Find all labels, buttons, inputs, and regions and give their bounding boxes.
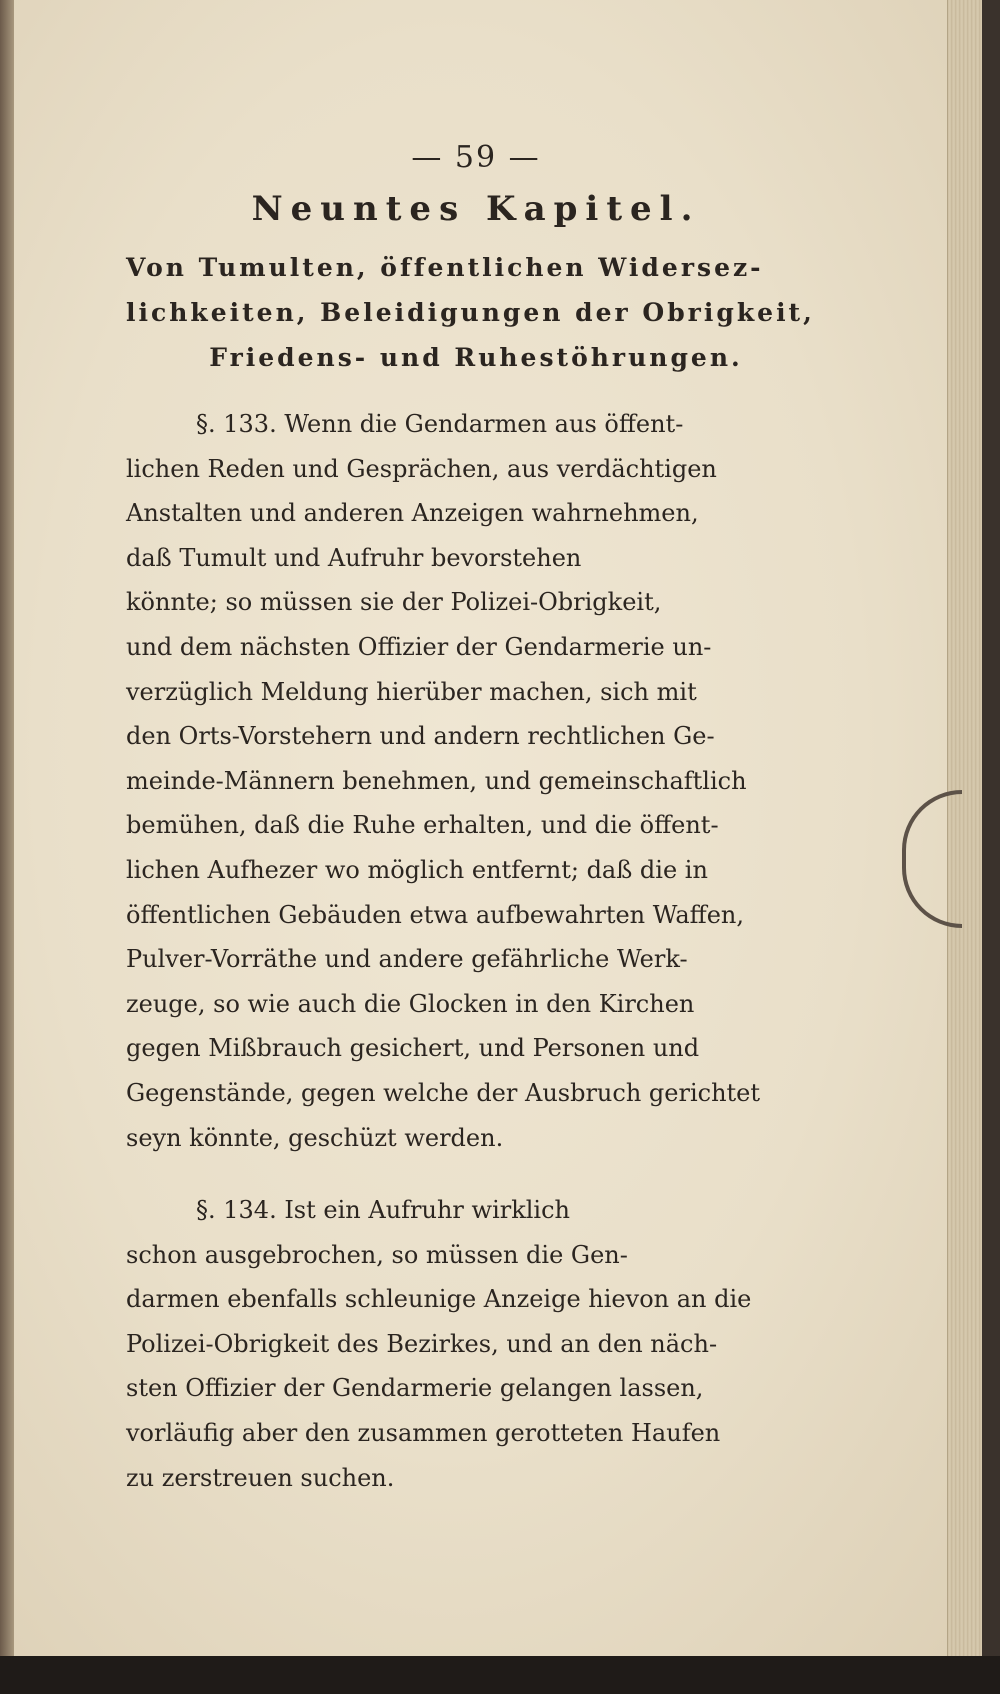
text-line: schon ausgebrochen, so müssen die Gen- <box>126 1240 628 1269</box>
text-line: zu zerstreuen suchen. <box>126 1463 395 1492</box>
text-line: sten Offizier der Gendarmerie gelangen lassen, <box>126 1374 704 1403</box>
text-line: Polizei-Obrigkeit des Bezirkes, und an den näch- <box>126 1329 718 1358</box>
text-line: daß Tumult und Aufruhr bevorstehen <box>126 543 582 572</box>
text-line: zeuge, so wie auch die Glocken in den Kirchen <box>126 989 695 1018</box>
text-line: den Orts-Vorstehern und andern rechtlichen Ge- <box>126 722 715 751</box>
paragraph-133 <box>126 402 826 1160</box>
text-line: lichen Aufhezer wo möglich entfernt; daß die in <box>126 855 708 884</box>
text-line: §. 133. Wenn die Gendarmen aus öffent- <box>196 410 684 438</box>
subtitle-line: Friedens- und Ruhestöhrungen. <box>209 343 743 372</box>
subtitle-line: Von Tumulten, öffentlichen Widersez- <box>126 253 764 282</box>
scan-background <box>0 1656 1000 1694</box>
text-line: darmen ebenfalls schleunige Anzeige hievon an die <box>126 1285 752 1314</box>
text-line: seyn könnte, geschüzt werden. <box>126 1123 504 1152</box>
text-line: Gegenstände, gegen welche der Ausbruch gerichtet <box>126 1078 761 1107</box>
text-line: meinde-Männern benehmen, und gemeinschaftlich <box>126 766 747 795</box>
book-binding <box>0 0 14 1694</box>
text-line: bemühen, daß die Ruhe erhalten, und die öffent- <box>126 811 719 840</box>
text-line: könnte; so müssen sie der Polizei-Obrigkeit, <box>126 588 662 617</box>
text-line: gegen Mißbrauch gesichert, und Personen und <box>126 1034 700 1063</box>
text-line: vorläufig aber den zusammen gerotteten Haufen <box>126 1419 721 1448</box>
text-line: lichen Reden und Gesprächen, aus verdächtigen <box>126 454 717 483</box>
book-page <box>14 0 982 1658</box>
text-line: Pulver-Vorräthe und andere gefährliche Werk- <box>126 945 688 974</box>
text-line: öffentlichen Gebäuden etwa aufbewahrten Waffen, <box>126 900 744 929</box>
text-line: und dem nächsten Offizier der Gendarmerie un- <box>126 632 712 661</box>
subtitle-line: lichkeiten, Beleidigungen der Obrigkeit, <box>126 298 815 327</box>
text-line: §. 134. Ist ein Aufruhr wirklich <box>196 1196 571 1225</box>
page-clip <box>902 790 962 928</box>
chapter-title: Neuntes Kapitel. <box>251 189 701 229</box>
chapter-subtitle <box>126 245 826 380</box>
text-line: Anstalten und anderen Anzeigen wahrnehmen, <box>126 499 699 528</box>
page-content <box>126 140 826 1528</box>
paragraph-134 <box>126 1188 826 1500</box>
page-number: — 59 — <box>411 140 541 175</box>
text-line: verzüglich Meldung hierüber machen, sich mit <box>126 677 697 706</box>
